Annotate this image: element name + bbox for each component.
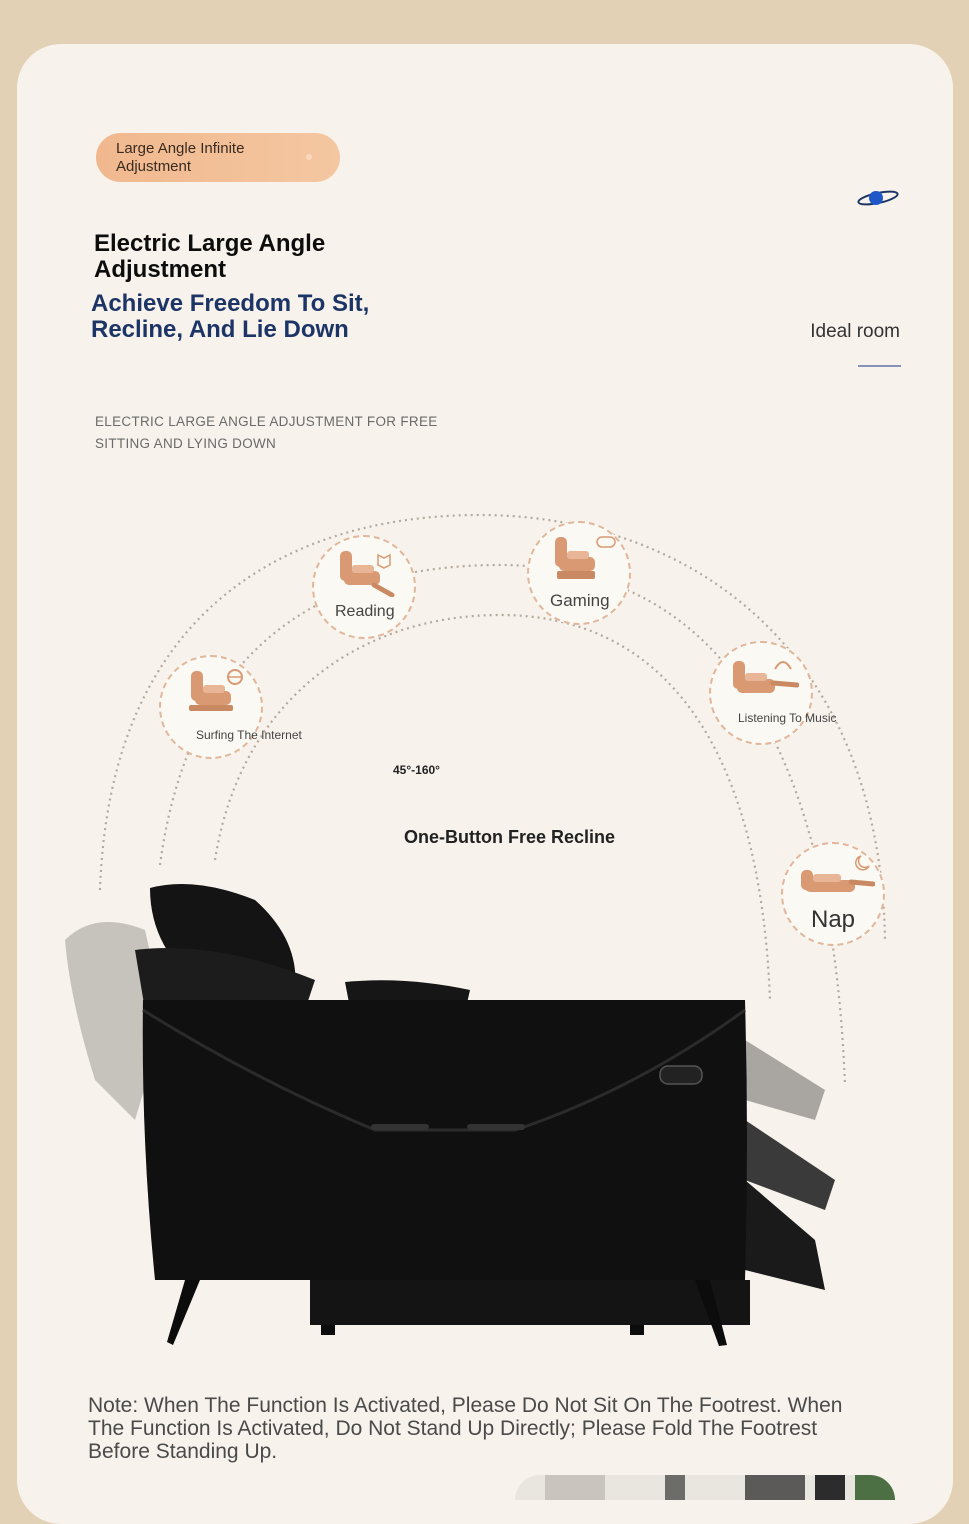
safety-note: Note: When The Function Is Activated, Please Do Not Sit On The Footrest. When The Function Is Activated, Do Not Stand Up Directly; Please Fold The Footrest Before Standing Up. (88, 1394, 843, 1463)
page-subtitle: Achieve Freedom To Sit, Recline, And Lie Down (91, 290, 370, 343)
recline-label: One-Button Free Recline (404, 827, 616, 847)
room-photo (515, 1475, 895, 1500)
mode-badge-gaming (527, 521, 631, 625)
mode-badge-reading (312, 535, 416, 639)
mode-badge-surfing (159, 655, 302, 759)
mode-label: Surfing The Internet (196, 728, 302, 742)
recline-angle: 45°-160° (393, 763, 440, 777)
feature-badge-label: Large Angle Infinite Adjustment (116, 140, 245, 175)
recliner-gamepad-icon (549, 531, 617, 583)
recliner-sofa-image (55, 880, 855, 1360)
mode-label: Nap (811, 906, 856, 933)
page-title: Electric Large Angle Adjustment (94, 230, 326, 283)
mode-label: Listening To Music (738, 711, 837, 725)
room-photo-image (515, 1475, 895, 1500)
mode-badge-music (709, 641, 837, 745)
caption-text: ELECTRIC LARGE ANGLE ADJUSTMENT FOR FREE SITTING AND LYING DOWN (95, 414, 438, 451)
recliner-headphones-icon (727, 651, 799, 703)
mode-label: Reading (335, 603, 395, 620)
recliner-globe-icon (185, 665, 247, 717)
ideal-room-label: Ideal room (810, 321, 900, 342)
recliner-book-icon (334, 545, 396, 597)
mode-label: Gaming (550, 591, 610, 610)
